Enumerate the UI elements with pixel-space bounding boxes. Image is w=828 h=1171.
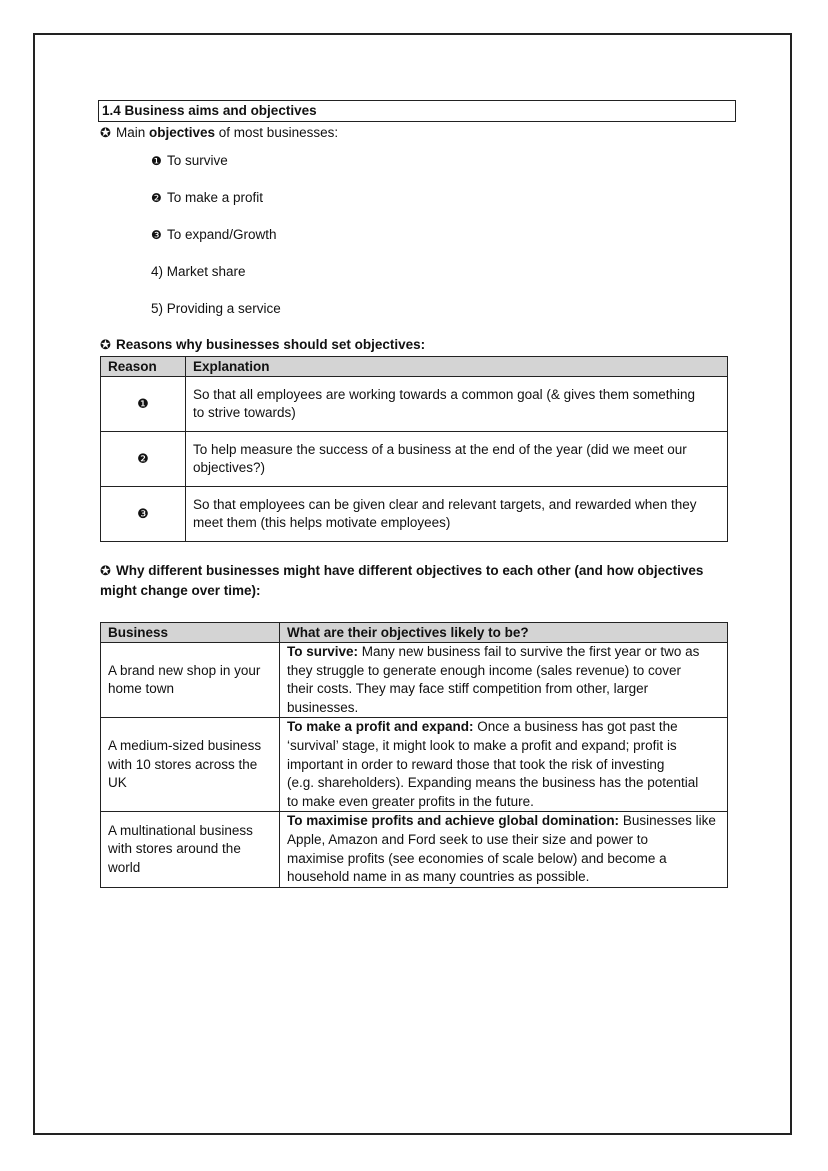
objectives-cell: To maximise profits and achieve global domination: Businesses like Apple, Amazon and Ford seek to use their size and power to maximise profits (see economies of scale below) and become a household name in as many countries as possible. xyxy=(280,812,728,887)
objective-item: ❷ To make a profit xyxy=(151,190,264,205)
explanation-cell: So that all employees are working towards a common goal (& gives them something to strive towards) xyxy=(186,377,728,432)
star-bullet-icon: ✪ xyxy=(100,563,111,578)
section-title: 1.4 Business aims and objectives xyxy=(98,100,736,122)
objective-item: 5) Providing a service xyxy=(151,301,281,316)
business-cell: A multinational business with stores around the world xyxy=(101,812,280,887)
number-1-icon: ❶ xyxy=(151,154,162,168)
different-objectives-heading-cont: might change over time): xyxy=(100,583,261,598)
number-2-icon: ❷ xyxy=(101,432,186,487)
business-cell: A brand new shop in your home town xyxy=(101,643,280,718)
objective-item: ❶ To survive xyxy=(151,153,228,168)
explanation-cell: So that employees can be given clear and relevant targets, and rewarded when they meet them (this helps motivate employees) xyxy=(186,487,728,542)
table-row xyxy=(101,718,728,812)
different-objectives-heading: ✪ Why different businesses might have different objectives to each other (and how objectives xyxy=(100,563,704,578)
column-header-explanation: Explanation xyxy=(186,357,728,377)
table-row xyxy=(101,487,728,542)
table-row xyxy=(101,377,728,432)
number-2-icon: ❷ xyxy=(151,191,162,205)
number-1-icon: ❶ xyxy=(101,377,186,432)
number-3-icon: ❸ xyxy=(101,487,186,542)
column-header-objectives: What are their objectives likely to be? xyxy=(280,623,728,643)
objectives-cell: To make a profit and expand: Once a business has got past the ‘survival’ stage, it might look to make a profit and expand; profit is important in order to reward those that took the risk of investing (e.g. shareholders). Expanding means the business has the potential to make even greater profits in the future. xyxy=(280,718,728,812)
star-bullet-icon: ✪ xyxy=(100,337,111,352)
table-row xyxy=(101,432,728,487)
table-row xyxy=(101,643,728,718)
business-cell: A medium-sized business with 10 stores across the UK xyxy=(101,718,280,812)
explanation-cell: To help measure the success of a business at the end of the year (did we meet our objectives?) xyxy=(186,432,728,487)
table-row xyxy=(101,812,728,887)
column-header-reason: Reason xyxy=(101,357,186,377)
number-3-icon: ❸ xyxy=(151,228,162,242)
table-header-row xyxy=(101,357,728,377)
objective-item: 4) Market share xyxy=(151,264,246,279)
objectives-cell: To survive: Many new business fail to survive the first year or two as they struggle to generate enough income (sales revenue) to cover their costs. They may face stiff competition from other, larger businesses. xyxy=(280,643,728,718)
main-objectives-intro: ✪ Main objectives of most businesses: xyxy=(100,125,339,140)
column-header-business: Business xyxy=(101,623,280,643)
table-header-row xyxy=(101,623,728,643)
objective-item: ❸ To expand/Growth xyxy=(151,227,277,242)
reasons-heading: ✪ Reasons why businesses should set objectives: xyxy=(100,337,426,352)
reasons-table xyxy=(100,356,728,542)
business-objectives-table xyxy=(100,622,728,888)
star-bullet-icon: ✪ xyxy=(100,125,111,140)
